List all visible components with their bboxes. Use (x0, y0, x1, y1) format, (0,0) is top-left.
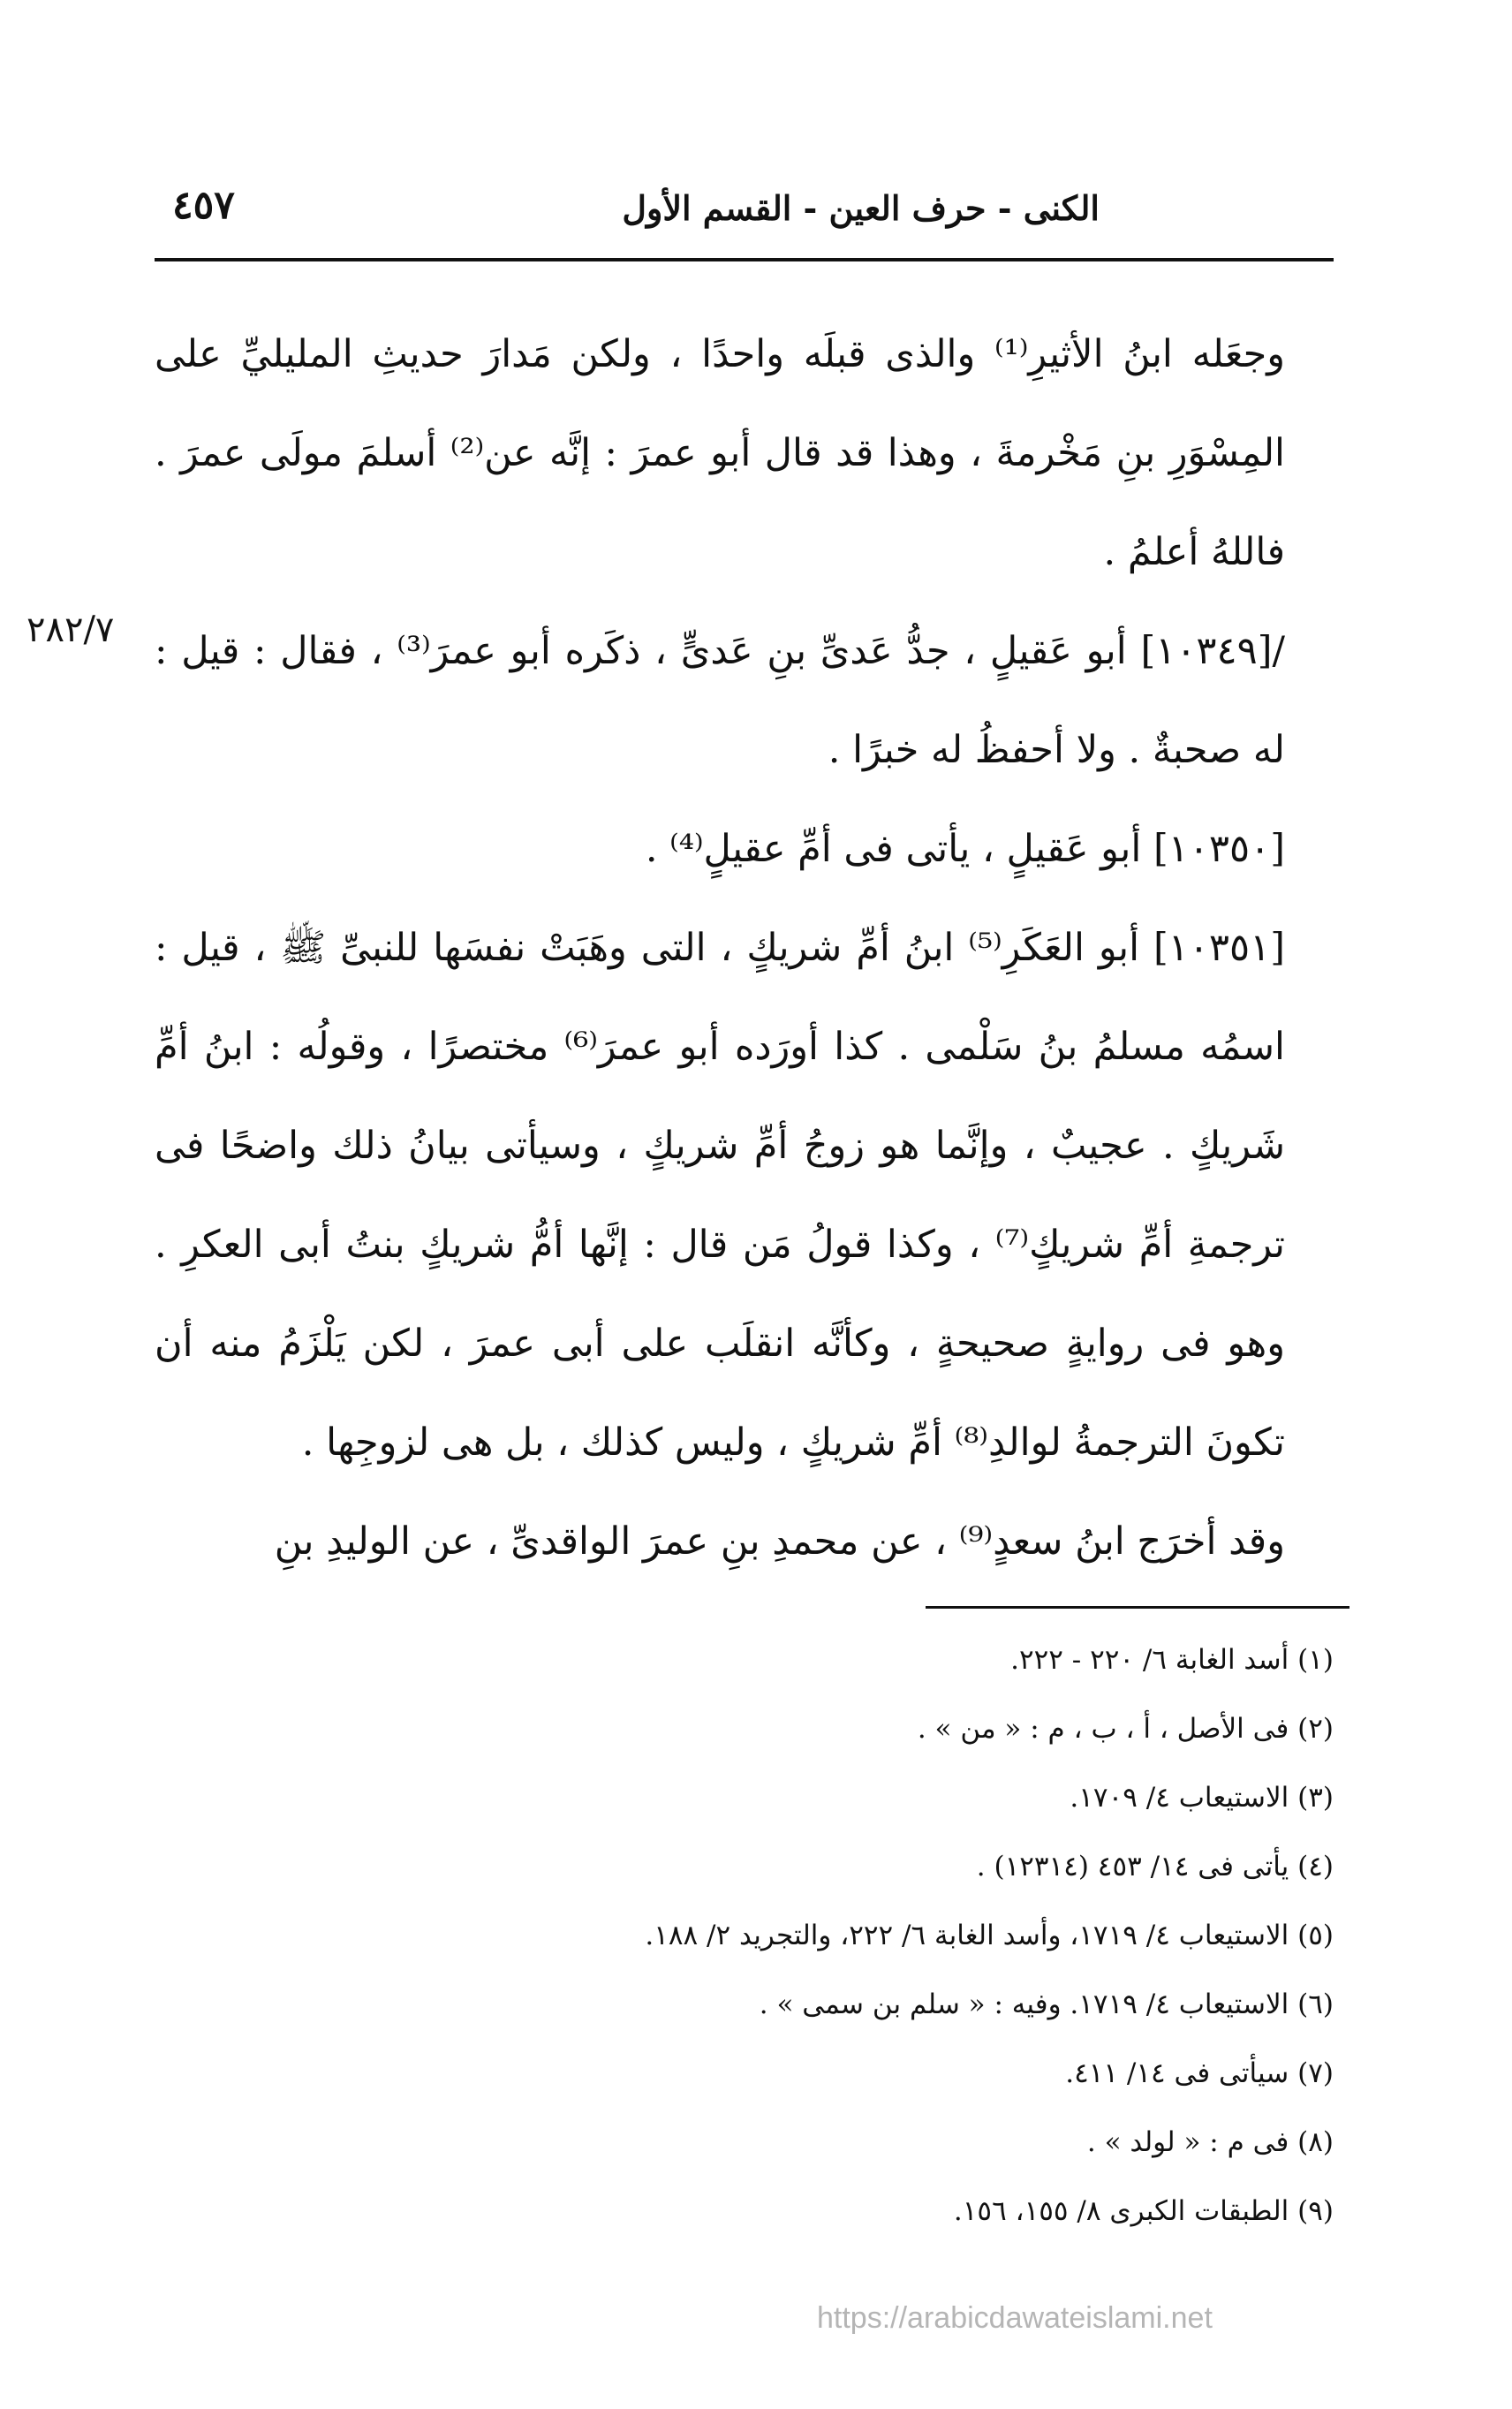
running-title: الكنى - حرف العين - القسم الأول (622, 188, 1100, 228)
footnote-6: (٦) الاستيعاب ٤/ ١٧١٩. وفيه : « سلم بن سمى » . (759, 1989, 1334, 2020)
main-text (155, 305, 1285, 1591)
footnote-3: (٣) الاستيعاب ٤/ ١٧٠٩. (1070, 1782, 1334, 1814)
footnote-2: (٢) فى الأصل ، أ ، ب ، م : « من » . (917, 1713, 1334, 1745)
header-rule (155, 258, 1334, 261)
footnote-5: (٥) الاستيعاب ٤/ ١٧١٩، وأسد الغابة ٦/ ٢٢٢، والتجريد ٢/ ١٨٨. (645, 1920, 1334, 1951)
footnote-4: (٤) يأتى فى ١٤/ ٤٥٣ (١٢٣١٤) . (976, 1851, 1334, 1883)
paragraph-1: وجعَله ابنُ الأثيرِ⁽¹⁾ والذى قبلَه واحدًا ، ولكن مَدارَ حديثِ المليليِّ على المِسْوَرِ بنِ مَخْرمةَ ، وهذا قد قال أبو عمرَ : إنَّه عن⁽²⁾ أسلمَ مولَى عمرَ . فاللهُ أعلمُ . (155, 332, 1285, 574)
page-number: ٤٥٧ (172, 183, 235, 228)
footnote-7: (٧) سيأتى فى ١٤/ ٤١١. (1065, 2057, 1334, 2089)
paragraph-5: وقد أخرَج ابنُ سعدٍ⁽⁹⁾ ، عن محمدِ بنِ عمرَ الواقدىِّ ، عن الوليدِ بنِ (274, 1519, 1285, 1564)
footnote-9: (٩) الطبقات الكبرى ٨/ ١٥٥، ١٥٦. (953, 2195, 1334, 2227)
entry-10350: [١٠٣٥٠] أبو عَقيلٍ ، يأتى فى أمِّ عقيلٍ⁽⁴⁾ . (645, 827, 1285, 871)
page-header (155, 181, 1334, 243)
footnote-1: (١) أسد الغابة ٦/ ٢٢٠ - ٢٢٢. (1010, 1644, 1334, 1676)
watermark-url: https://arabicdawateislami.net (817, 2301, 1213, 2335)
entry-10349: /[١٠٣٤٩] أبو عَقيلٍ ، جدُّ عَدىِّ بنِ عَدىٍّ ، ذكَره أبو عمرَ⁽³⁾ ، فقال : قيل : له صحبةٌ . ولا أحفظُ له خبرًا . (155, 629, 1285, 772)
footnotes (155, 1625, 1334, 2246)
margin-note: ٢٨٢/٧ (26, 610, 115, 650)
footnote-rule (926, 1606, 1349, 1609)
entry-10351: [١٠٣٥١] أبو العَكَرِ⁽⁵⁾ ابنُ أمِّ شريكٍ ، التى وهَبَتْ نفسَها للنبىِّ ﷺ ، قيل : اسمُه مسلمُ بنُ سَلْمى . كذا أورَده أبو عمرَ⁽⁶⁾ مختصرًا ، وقولُه : ابنُ أمِّ شَريكٍ . عجيبٌ ، وإنَّما هو زوجُ أمِّ شريكٍ ، وسيأتى بيانُ ذلك واضحًا فى ترجمةِ أمِّ شريكٍ⁽⁷⁾ ، وكذا قولُ مَن قال : إنَّها أمُّ شريكٍ بنتُ أبى العكرِ . وهو فى روايةٍ صحيحةٍ ، وكأنَّه انقلَب على أبى عمرَ ، لكن يَلْزَمُ منه أن تكونَ الترجمةُ لوالدِ⁽⁸⁾ أمِّ شريكٍ ، وليس كذلك ، بل هى لزوجِها . (155, 926, 1285, 1465)
footnote-8: (٨) فى م : « لولد » . (1086, 2126, 1334, 2158)
